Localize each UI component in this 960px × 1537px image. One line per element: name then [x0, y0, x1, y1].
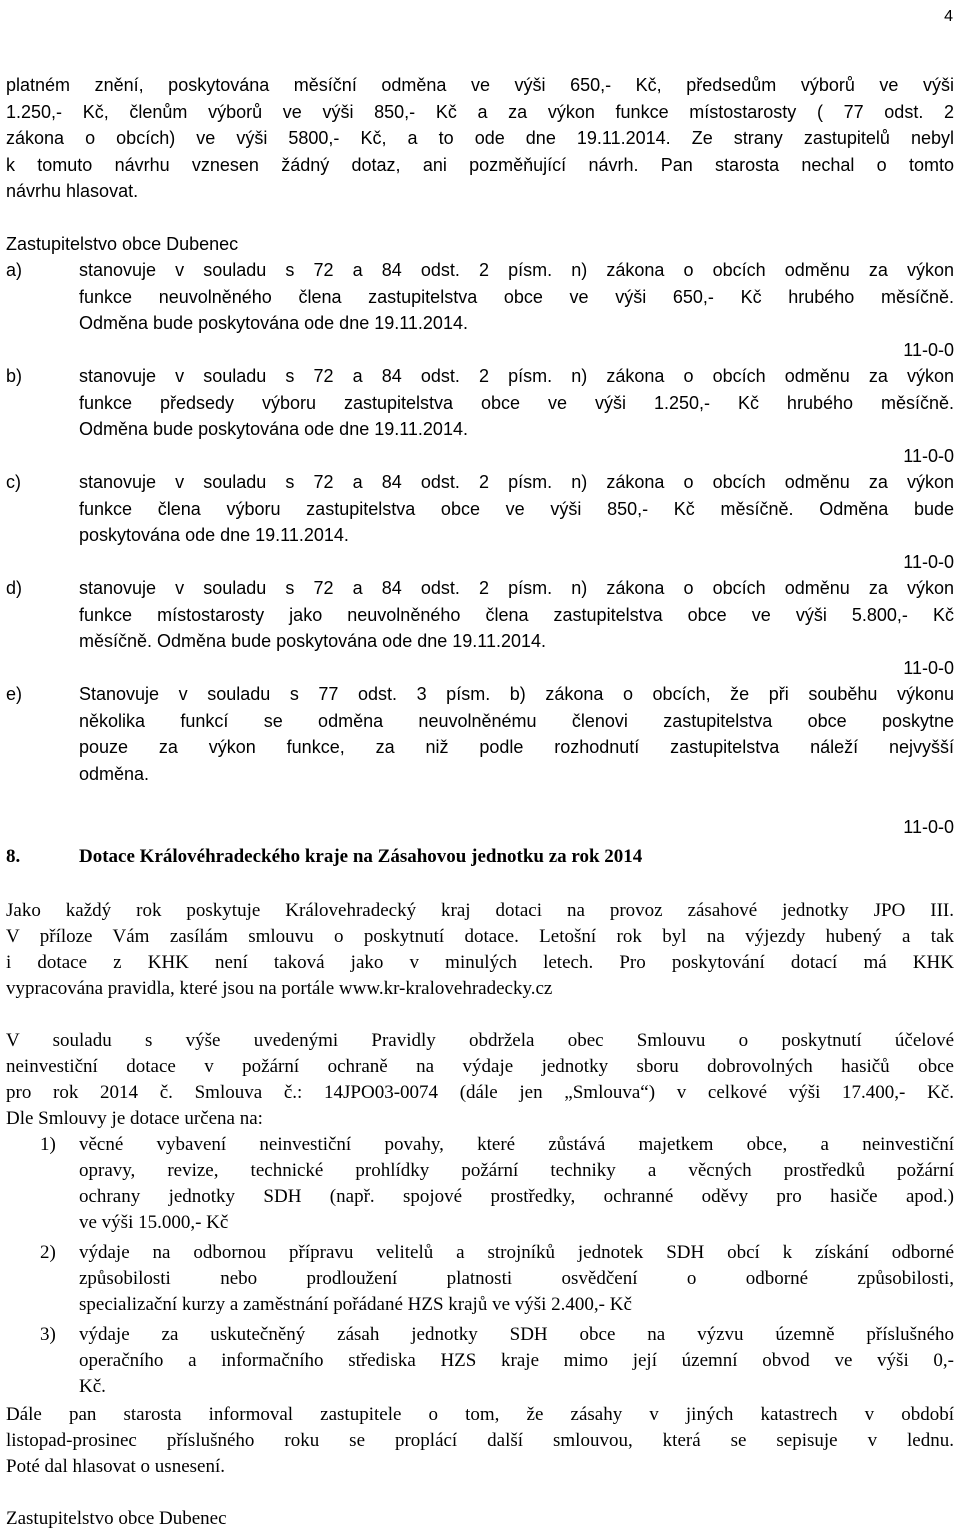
resolution-line: poskytována ode dne 19.11.2014. — [79, 525, 349, 545]
paragraph-line: Dále pan starosta informoval zastupitele o tom, že zásahy v jiných katastrech v období — [6, 1404, 954, 1425]
intro-line: návrhu hlasovat. — [6, 181, 139, 201]
resolution-line: stanovuje v souladu s 72 a 84 odst. 2 písm. n) zákona o obcích odměnu za výkon — [79, 472, 954, 492]
purpose-marker: 2) — [40, 1242, 56, 1263]
purpose-line: způsobilosti nebo prodloužení platnosti osvědčení o odborné způsobilosti, — [79, 1268, 954, 1289]
council-label: Zastupitelstvo obce Dubenec — [6, 1508, 227, 1529]
page-number: 4 — [944, 8, 953, 25]
resolution-line: funkce neuvolněného člena zastupitelstva obce ve výši 650,- Kč hrubého měsíčně. — [79, 287, 954, 307]
purpose-line: ochrany jednotky SDH (např. spojové prostředky, ochranné oděvy pro hasiče apod.) — [79, 1186, 954, 1207]
intro-line: platném znění, poskytována měsíční odměna ve výši 650,- Kč, předsedům výborů ve výši — [6, 75, 954, 95]
vote-result: 11-0-0 — [903, 340, 954, 360]
resolution-line: stanovuje v souladu s 72 a 84 odst. 2 písm. n) zákona o obcích odměnu za výkon — [79, 578, 954, 598]
paragraph-line: vypracována pravidla, které jsou na portále www.kr-kralovehradecky.cz — [6, 978, 553, 999]
resolution-line: Stanovuje v souladu s 77 odst. 3 písm. b) zákona o obcích, že při souběhu výkonu — [79, 684, 954, 704]
section-number: 8. — [6, 846, 21, 867]
resolution-line: Odměna bude poskytována ode dne 19.11.2014. — [79, 313, 468, 333]
purpose-line: specializační kurzy a zaměstnání pořádané HZS krajů ve výši 2.400,- Kč — [79, 1294, 632, 1315]
paragraph-line: listopad-prosinec příslušného roku se proplácí další smlouvou, která se sepisuje v lednu. — [6, 1430, 954, 1451]
resolution-line: funkce místostarosty jako neuvolněného člena zastupitelstva obce ve výši 5.800,- Kč — [79, 605, 954, 625]
paragraph-line: V souladu s výše uvedenými Pravidly obdržela obec Smlouvu o poskytnutí účelové — [6, 1030, 954, 1051]
intro-line: zákona o obcích) ve výši 5800,- Kč, a to ode dne 19.11.2014. Ze strany zastupitelů nebyl — [6, 128, 954, 148]
intro-line: 1.250,- Kč, členům výborů ve výši 850,- Kč a za výkon funkce místostarosty ( 77 odst. 2 — [6, 102, 954, 122]
purpose-line: výdaje na odbornou přípravu velitelů a strojníků jednotek SDH obcí k získání odborné — [79, 1242, 954, 1263]
paragraph-line: i dotace z KHK není taková jako v minulých letech. Pro poskytování dotací má KHK — [6, 952, 954, 973]
purpose-line: opravy, revize, technické prohlídky požární techniky a věcných prostředků požární — [79, 1160, 954, 1181]
resolution-line: Odměna bude poskytována ode dne 19.11.2014. — [79, 419, 468, 439]
resolution-marker: b) — [6, 366, 23, 386]
paragraph-line: Poté dal hlasovat o usnesení. — [6, 1456, 225, 1477]
purpose-line: ve výši 15.000,- Kč — [79, 1212, 229, 1233]
council-label: Zastupitelstvo obce Dubenec — [6, 234, 239, 254]
resolution-line: stanovuje v souladu s 72 a 84 odst. 2 písm. n) zákona o obcích odměnu za výkon — [79, 366, 954, 386]
resolution-marker: d) — [6, 578, 23, 598]
vote-result: 11-0-0 — [903, 658, 954, 678]
vote-result: 11-0-0 — [903, 817, 954, 837]
intro-line: k tomuto návrhu vznesen žádný dotaz, ani pozměňující návrh. Pan starosta nechal o tomto — [6, 155, 954, 175]
resolution-line: několika funkcí se odměna neuvolněnému členovi zastupitelstva obce poskytne — [79, 711, 954, 731]
resolution-marker: e) — [6, 684, 23, 704]
vote-result: 11-0-0 — [903, 552, 954, 572]
section-heading — [6, 846, 642, 868]
purpose-line: výdaje za uskutečněný zásah jednotky SDH obce na výzvu územně příslušného — [79, 1324, 954, 1345]
resolution-line: stanovuje v souladu s 72 a 84 odst. 2 písm. n) zákona o obcích odměnu za výkon — [79, 260, 954, 280]
paragraph-line: V příloze Vám zasílám smlouvu o poskytnutí dotace. Letošní rok byl na výjezdy hubený a tak — [6, 926, 954, 947]
resolution-line: měsíčně. Odměna bude poskytována ode dne 19.11.2014. — [79, 631, 546, 651]
paragraph-line: Jako každý rok poskytuje Královehradecký kraj dotaci na provoz zásahové jednotky JPO III. — [6, 900, 954, 921]
paragraph-line: pro rok 2014 č. Smlouva č.: 14JPO03-0074 (dále jen „Smlouva“) v celkové výši 17.400,- Kč. — [6, 1082, 954, 1103]
resolution-line: funkce předsedy výboru zastupitelstva obce ve výši 1.250,- Kč hrubého měsíčně. — [79, 393, 954, 413]
purpose-line: operačního a informačního střediska HZS kraje mimo její územní obvod ve výši 0,- — [79, 1350, 954, 1371]
resolution-marker: a) — [6, 260, 23, 280]
purpose-line: Kč. — [79, 1376, 106, 1397]
purpose-marker: 1) — [40, 1134, 56, 1155]
resolution-line: funkce člena výboru zastupitelstva obce ve výši 850,- Kč měsíčně. Odměna bude — [79, 499, 954, 519]
resolution-marker: c) — [6, 472, 21, 492]
section-title: Dotace Královéhradeckého kraje na Zásahovou jednotku za rok 2014 — [79, 846, 643, 867]
purpose-marker: 3) — [40, 1324, 56, 1345]
resolution-line: pouze za výkon funkce, za niž podle rozhodnutí zastupitelstva náleží nejvyšší — [79, 737, 954, 757]
resolution-line: odměna. — [79, 764, 150, 784]
vote-result: 11-0-0 — [903, 446, 954, 466]
paragraph-line: neinvestiční dotace v požární ochraně na výdaje jednotky sboru dobrovolných hasičů obce — [6, 1056, 954, 1077]
paragraph-line: Dle Smlouvy je dotace určena na: — [6, 1108, 263, 1129]
purpose-line: věcné vybavení neinvestiční povahy, které zůstává majetkem obce, a neinvestiční — [79, 1134, 954, 1155]
